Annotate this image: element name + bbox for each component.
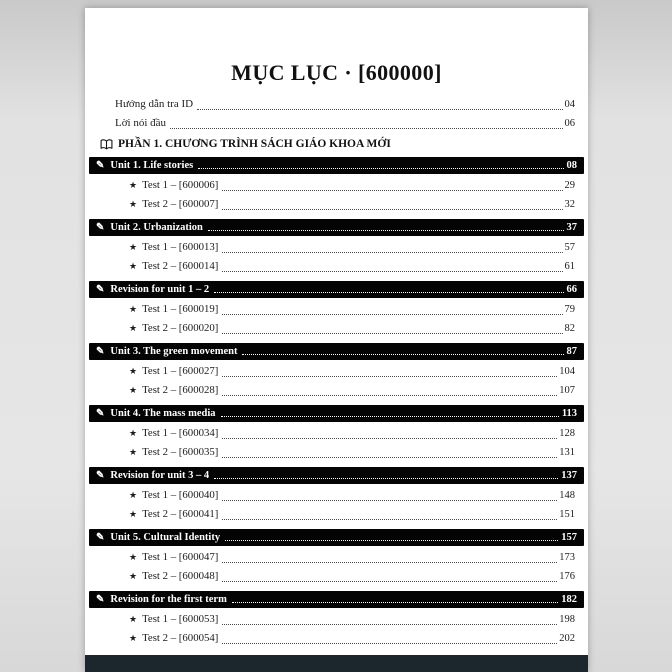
test-entry	[129, 195, 575, 214]
dotted-leader	[222, 581, 557, 582]
toc-units	[98, 157, 575, 648]
page-number: 176	[559, 571, 575, 582]
test-entry	[129, 567, 575, 586]
test-entry	[129, 319, 575, 338]
toc-content	[85, 8, 588, 648]
test-entry	[129, 176, 575, 195]
unit-title: Unit 5. Cultural Identity	[110, 532, 221, 543]
dotted-leader	[222, 314, 562, 315]
test-entry	[129, 443, 575, 462]
pencil-icon: ✎	[96, 345, 105, 357]
dotted-leader	[222, 624, 557, 625]
page-number: 37	[566, 222, 577, 233]
test-label: Test 1 – [600040]	[142, 489, 219, 501]
dotted-leader	[198, 168, 563, 169]
dotted-leader	[222, 457, 557, 458]
star-icon: ★	[129, 242, 138, 252]
pencil-icon: ✎	[96, 221, 105, 233]
star-icon: ★	[129, 366, 138, 376]
dotted-leader	[222, 562, 557, 563]
page-number: 57	[564, 242, 575, 253]
page-number: 151	[559, 509, 575, 520]
test-label: Test 1 – [600006]	[142, 179, 219, 191]
test-label: Test 1 – [600019]	[142, 303, 219, 315]
unit-bar	[89, 219, 584, 236]
star-icon: ★	[129, 323, 138, 333]
page-number: 08	[566, 160, 577, 171]
star-icon: ★	[129, 180, 138, 190]
toc-entry-label: Hướng dẫn tra ID	[115, 98, 194, 110]
dotted-leader	[222, 190, 562, 191]
dotted-leader	[222, 333, 562, 334]
toc-entry-huong-dan	[115, 95, 575, 114]
toc-page	[85, 8, 588, 672]
unit-bar	[89, 529, 584, 546]
unit-title: Revision for unit 3 – 4	[110, 470, 210, 481]
page-number: 173	[559, 552, 575, 563]
page-number: 61	[564, 261, 575, 272]
test-entry	[129, 362, 575, 381]
test-label: Test 2 – [600028]	[142, 384, 219, 396]
dotted-leader	[222, 252, 562, 253]
pencil-icon: ✎	[96, 469, 105, 481]
unit-bar	[89, 281, 584, 298]
page-number: 29	[564, 180, 575, 191]
dotted-leader	[222, 271, 562, 272]
unit-title: Revision for unit 1 – 2	[110, 284, 210, 295]
test-label: Test 2 – [600014]	[142, 260, 219, 272]
page-title: MỤC LỤC · [600000]	[231, 60, 442, 85]
page-number: 104	[559, 366, 575, 377]
unit-title: Unit 4. The mass media	[110, 408, 216, 419]
pencil-icon: ✎	[96, 531, 105, 543]
pencil-icon: ✎	[96, 283, 105, 295]
dotted-leader	[232, 602, 558, 603]
star-icon: ★	[129, 428, 138, 438]
page-number: 113	[561, 408, 577, 419]
test-label: Test 2 – [600054]	[142, 632, 219, 644]
page-number: 06	[564, 118, 575, 129]
page-number: 182	[561, 594, 577, 605]
star-icon: ★	[129, 509, 138, 519]
dotted-leader	[222, 643, 557, 644]
page-number: 32	[564, 199, 575, 210]
star-icon: ★	[129, 552, 138, 562]
unit-title: Unit 3. The green movement	[110, 346, 238, 357]
test-label: Test 2 – [600041]	[142, 508, 219, 520]
page-number: 128	[559, 428, 575, 439]
test-label: Test 1 – [600027]	[142, 365, 219, 377]
toc-entry-label: Lời nói đầu	[115, 117, 167, 129]
star-icon: ★	[129, 199, 138, 209]
dotted-leader	[225, 540, 558, 541]
page-number: 202	[559, 633, 575, 644]
page-number: 82	[564, 323, 575, 334]
dotted-leader	[170, 128, 562, 129]
test-label: Test 2 – [600035]	[142, 446, 219, 458]
test-label: Test 1 – [600053]	[142, 613, 219, 625]
part-header	[100, 136, 575, 152]
test-label: Test 2 – [600020]	[142, 322, 219, 334]
unit-bar	[89, 591, 584, 608]
unit-bar	[89, 343, 584, 360]
test-entry	[129, 610, 575, 629]
unit-bar	[89, 157, 584, 174]
dotted-leader	[222, 209, 562, 210]
test-label: Test 1 – [600013]	[142, 241, 219, 253]
test-entry	[129, 381, 575, 400]
dotted-leader	[222, 376, 557, 377]
book-cover-edge	[85, 655, 588, 672]
test-entry	[129, 300, 575, 319]
book-icon	[100, 139, 113, 150]
dotted-leader	[197, 109, 562, 110]
page-number: 198	[559, 614, 575, 625]
dotted-leader	[222, 500, 557, 501]
star-icon: ★	[129, 447, 138, 457]
star-icon: ★	[129, 633, 138, 643]
toc-entry-loi-noi-dau	[115, 114, 575, 133]
test-entry	[129, 629, 575, 648]
page-number: 137	[561, 470, 577, 481]
part-header-label: PHẦN 1. CHƯƠNG TRÌNH SÁCH GIÁO KHOA MỚI	[118, 138, 391, 150]
dotted-leader	[214, 478, 558, 479]
star-icon: ★	[129, 304, 138, 314]
test-entry	[129, 548, 575, 567]
test-entry	[129, 238, 575, 257]
page-number: 157	[561, 532, 577, 543]
dotted-leader	[214, 292, 563, 293]
unit-title: Revision for the first term	[110, 594, 227, 605]
test-label: Test 2 – [600007]	[142, 198, 219, 210]
dotted-leader	[242, 354, 563, 355]
dotted-leader	[222, 519, 557, 520]
test-label: Test 1 – [600034]	[142, 427, 219, 439]
star-icon: ★	[129, 490, 138, 500]
star-icon: ★	[129, 261, 138, 271]
unit-bar	[89, 405, 584, 422]
page-number: 79	[564, 304, 575, 315]
test-entry	[129, 257, 575, 276]
dotted-leader	[208, 230, 564, 231]
star-icon: ★	[129, 385, 138, 395]
unit-title: Unit 1. Life stories	[110, 160, 194, 171]
dotted-leader	[221, 416, 559, 417]
test-entry	[129, 505, 575, 524]
page-number: 66	[566, 284, 577, 295]
dotted-leader	[222, 395, 557, 396]
page-number: 131	[559, 447, 575, 458]
page-number: 148	[559, 490, 575, 501]
pencil-icon: ✎	[96, 407, 105, 419]
pencil-icon: ✎	[96, 159, 105, 171]
star-icon: ★	[129, 614, 138, 624]
pencil-icon: ✎	[96, 593, 105, 605]
test-entry	[129, 486, 575, 505]
test-entry	[129, 424, 575, 443]
page-number: 87	[566, 346, 577, 357]
test-label: Test 2 – [600048]	[142, 570, 219, 582]
test-label: Test 1 – [600047]	[142, 551, 219, 563]
page-number: 04	[564, 99, 575, 110]
unit-bar	[89, 467, 584, 484]
page-number: 107	[559, 385, 575, 396]
dotted-leader	[222, 438, 557, 439]
star-icon: ★	[129, 571, 138, 581]
unit-title: Unit 2. Urbanization	[110, 222, 203, 233]
